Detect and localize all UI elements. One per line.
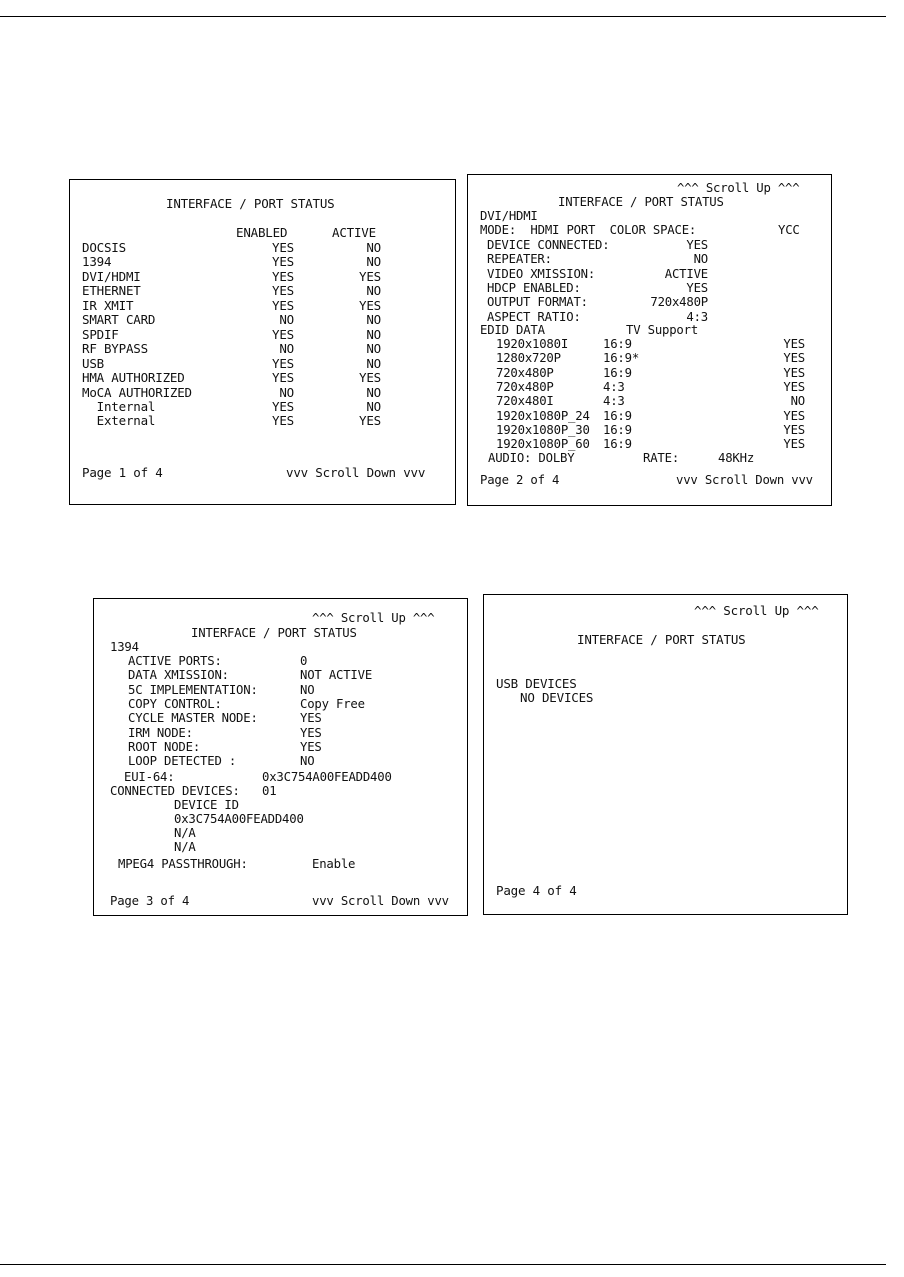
edid-aspect: 16:9 — [603, 365, 632, 380]
device-na-1: N/A — [174, 826, 196, 840]
port-enabled: YES — [272, 413, 294, 429]
ieee1394-field-label: COPY CONTROL: — [128, 696, 222, 711]
tv-support-label: TV Support — [626, 323, 699, 337]
ieee1394-field-label: LOOP DETECTED : — [128, 754, 237, 769]
port-active: YES — [359, 370, 381, 386]
hdmi-field-label: VIDEO XMISSION: — [487, 266, 596, 281]
edid-aspect: 4:3 — [603, 379, 625, 394]
edid-resolution: 1920x1080I — [496, 337, 569, 351]
hdmi-field-label: HDCP ENABLED: — [487, 280, 581, 295]
port-active: NO — [366, 254, 381, 270]
connected-devices-value: 01 — [262, 784, 277, 798]
port-enabled: YES — [272, 398, 294, 414]
edid-tv-support: YES — [783, 422, 805, 437]
color-space-value: YCC — [778, 223, 800, 237]
hdmi-field-label: OUTPUT FORMAT: — [487, 295, 588, 310]
eui-label: EUI-64: — [124, 770, 175, 784]
port-active: NO — [366, 384, 381, 400]
port-enabled: YES — [272, 370, 294, 386]
edid-tv-support: YES — [783, 408, 805, 423]
port-name: MoCA AUTHORIZED — [82, 384, 192, 400]
screen-title: INTERFACE / PORT STATUS — [577, 632, 746, 647]
edid-aspect: 16:9* — [603, 351, 640, 366]
edid-resolution: 1280x720P — [496, 351, 561, 366]
edid-aspect: 16:9 — [603, 422, 632, 437]
ieee1394-field-value: NOT ACTIVE — [300, 668, 373, 683]
port-active: NO — [366, 240, 381, 255]
hdmi-field-label: ASPECT RATIO: — [487, 309, 581, 324]
device-id-label: DEVICE ID — [174, 798, 239, 812]
port-enabled: YES — [272, 297, 294, 313]
port-enabled: NO — [279, 384, 294, 400]
port-name: IR XMIT — [82, 297, 134, 313]
edid-tv-support: YES — [783, 437, 805, 452]
screen-title: INTERFACE / PORT STATUS — [558, 195, 724, 209]
port-active: NO — [366, 312, 381, 328]
edid-aspect: 16:9 — [603, 437, 632, 452]
ieee1394-field-value: YES — [300, 739, 322, 754]
audio-line: AUDIO: DOLBY — [488, 451, 575, 465]
screen-page-3 — [93, 598, 468, 916]
port-name: External — [82, 413, 156, 429]
edid-resolution: 1920x1080P_24 — [496, 408, 590, 423]
scroll-down-hint[interactable]: vvv Scroll Down vvv — [312, 894, 449, 908]
ieee1394-field-label: ROOT NODE: — [128, 739, 201, 754]
screen-page-4 — [483, 594, 848, 915]
port-active: NO — [366, 283, 381, 299]
port-active: NO — [366, 355, 381, 371]
rate-label: RATE: — [643, 451, 680, 465]
edid-aspect: 16:9 — [603, 408, 632, 423]
scroll-up-hint[interactable]: ^^^ Scroll Up ^^^ — [677, 181, 800, 195]
port-name: HMA AUTHORIZED — [82, 370, 185, 386]
port-name: SMART CARD — [82, 312, 156, 328]
page-indicator: Page 3 of 4 — [110, 894, 190, 908]
edid-tv-support: YES — [783, 337, 805, 351]
ieee1394-field-value: NO — [300, 682, 315, 697]
page-indicator: Page 2 of 4 — [480, 473, 560, 487]
page-indicator: Page 1 of 4 — [82, 465, 163, 480]
mpeg4-value: Enable — [312, 857, 356, 871]
port-active: NO — [366, 326, 381, 342]
port-active: YES — [359, 297, 381, 313]
port-enabled: YES — [272, 326, 294, 342]
edid-aspect: 16:9 — [603, 337, 632, 351]
column-header-active: ACTIVE — [332, 225, 376, 240]
ieee1394-field-label: ACTIVE PORTS: — [128, 654, 222, 668]
device-id-value: 0x3C754A00FEADD400 — [174, 812, 304, 826]
edid-resolution: 720x480P — [496, 365, 554, 380]
port-active: NO — [366, 398, 381, 414]
connected-devices-label: CONNECTED DEVICES: — [110, 784, 240, 798]
ieee1394-field-value: YES — [300, 725, 322, 740]
edid-resolution: 1920x1080P_30 — [496, 422, 590, 437]
hdmi-field-value: 4:3 — [686, 309, 708, 324]
edid-resolution: 720x480P — [496, 379, 554, 394]
ieee1394-field-label: 5C IMPLEMENTATION: — [128, 682, 258, 697]
usb-devices-value: NO DEVICES — [520, 690, 594, 705]
ieee1394-field-label: DATA XMISSION: — [128, 668, 229, 683]
hdmi-field-value: YES — [686, 280, 708, 295]
hdmi-field-value: NO — [693, 252, 708, 267]
port-enabled: YES — [272, 355, 294, 371]
eui-value: 0x3C754A00FEADD400 — [262, 770, 392, 784]
screen-title: INTERFACE / PORT STATUS — [191, 626, 357, 640]
hdmi-field-value: 720x480P — [650, 295, 708, 310]
port-name: Internal — [82, 398, 156, 414]
ieee1394-field-value: Copy Free — [300, 696, 365, 711]
device-na-2: N/A — [174, 840, 196, 854]
port-name: DOCSIS — [82, 240, 126, 255]
hdmi-field-label: DEVICE CONNECTED: — [487, 238, 610, 252]
port-name: ETHERNET — [82, 283, 141, 299]
page-indicator: Page 4 of 4 — [496, 883, 577, 898]
port-name: 1394 — [82, 254, 112, 270]
scroll-down-hint[interactable]: vvv Scroll Down vvv — [286, 465, 426, 480]
screen-page-2 — [467, 174, 832, 506]
bottom-rule — [0, 1264, 886, 1265]
edid-label: EDID DATA — [480, 323, 545, 337]
screen-page-1 — [69, 179, 456, 505]
port-name: RF BYPASS — [82, 341, 148, 357]
ieee1394-field-value: NO — [300, 754, 315, 769]
port-enabled: YES — [272, 283, 294, 299]
edid-tv-support: YES — [783, 351, 805, 366]
ieee1394-field-value: YES — [300, 711, 322, 726]
edid-resolution: 1920x1080P_60 — [496, 437, 590, 452]
rate-value: 48KHz — [718, 451, 755, 465]
edid-tv-support: YES — [783, 365, 805, 380]
port-active: NO — [366, 341, 381, 357]
scroll-up-hint[interactable]: ^^^ Scroll Up ^^^ — [694, 603, 819, 618]
edid-resolution: 720x480I — [496, 394, 554, 409]
port-active: YES — [359, 413, 381, 429]
port-active: YES — [359, 268, 381, 284]
port-enabled: NO — [279, 341, 294, 357]
section-label: DVI/HDMI — [480, 209, 538, 223]
screen-title: INTERFACE / PORT STATUS — [166, 196, 335, 211]
port-enabled: NO — [279, 312, 294, 328]
edid-tv-support: YES — [783, 379, 805, 394]
scroll-up-hint[interactable]: ^^^ Scroll Up ^^^ — [312, 611, 435, 625]
usb-devices-label: USB DEVICES — [496, 676, 577, 691]
ieee1394-field-value: 0 — [300, 654, 308, 668]
mpeg4-label: MPEG4 PASSTHROUGH: — [118, 857, 248, 871]
edid-tv-support: NO — [790, 394, 805, 409]
port-enabled: YES — [272, 240, 294, 255]
port-name: USB — [82, 355, 104, 371]
port-enabled: YES — [272, 254, 294, 270]
hdmi-field-value: YES — [686, 238, 708, 252]
top-rule — [0, 16, 886, 17]
port-enabled: YES — [272, 268, 294, 284]
ieee1394-field-label: CYCLE MASTER NODE: — [128, 711, 258, 726]
edid-aspect: 4:3 — [603, 394, 625, 409]
scroll-down-hint[interactable]: vvv Scroll Down vvv — [676, 473, 813, 487]
hdmi-field-value: ACTIVE — [664, 266, 708, 281]
port-name: DVI/HDMI — [82, 268, 141, 284]
hdmi-field-label: REPEATER: — [487, 252, 552, 267]
column-header-enabled: ENABLED — [236, 225, 288, 240]
mode-line: MODE: HDMI PORT COLOR SPACE: — [480, 223, 697, 237]
ieee1394-field-label: IRM NODE: — [128, 725, 193, 740]
port-name: SPDIF — [82, 326, 119, 342]
section-label: 1394 — [110, 640, 139, 654]
